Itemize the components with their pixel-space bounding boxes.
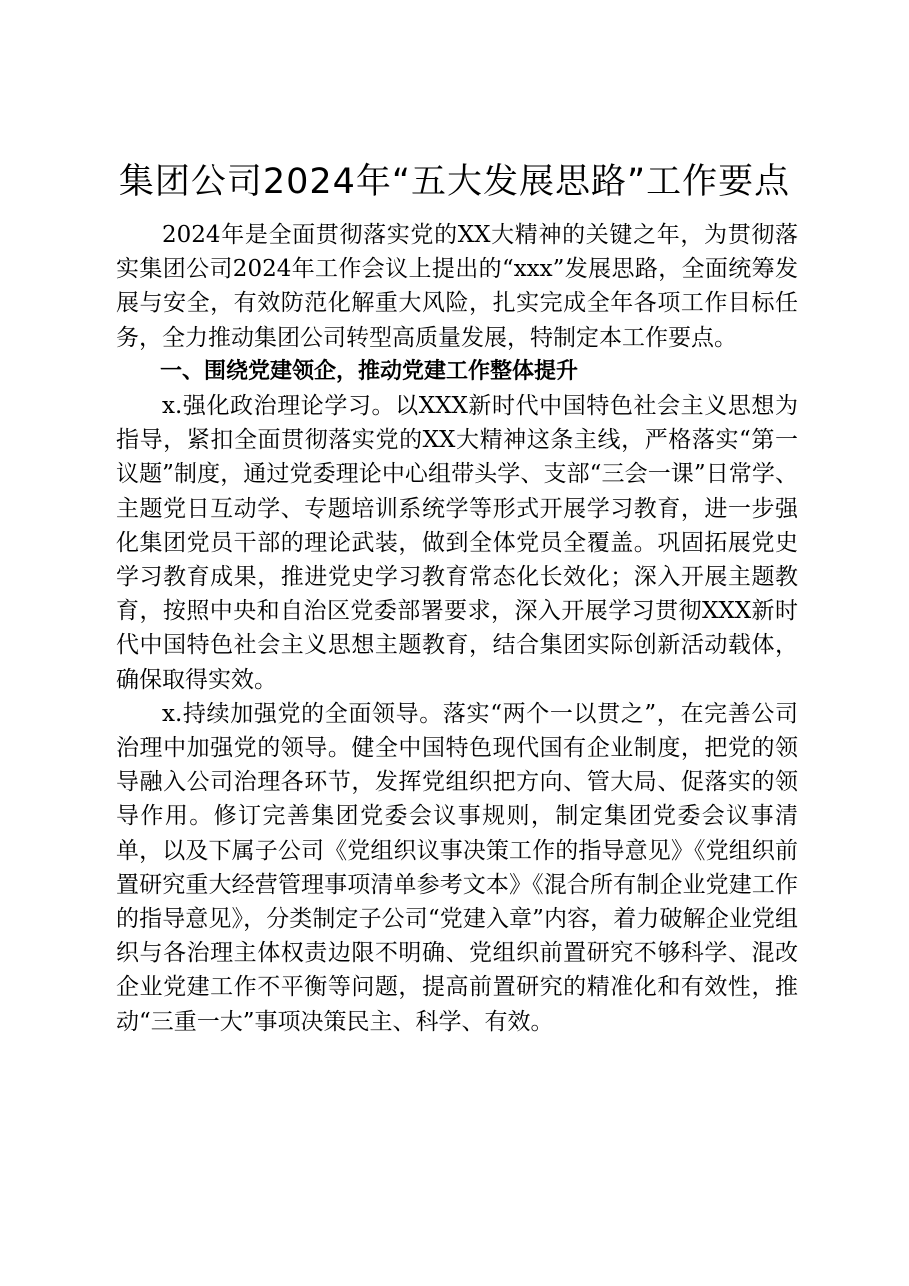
document-body (116, 218, 798, 1039)
section-heading: 一、围绕党建领企，推动党建工作整体提升 (160, 358, 579, 384)
document-title: 集团公司2024年“五大发展思路”工作要点 (118, 162, 791, 202)
body-paragraph-1: x.强化政治理论学习。以XXX新时代中国特色社会主义思想为指导，紧扣全面贯彻落实党的XX大精神这条主线，严格落实“第一议题”制度，通过党委理论中心组带头学、支部“三会一课”日常学、主题党日互动学、专题培训系统学等形式开展学习教育，进一步强化集团党员干部的理论武装，做到全体党员全覆盖。巩固拓展党史学习教育成果，推进党史学习教育常态化长效化；深入开展主题教育，按照中央和自治区党委部署要求，深入开展学习贯彻XXX新时代中国特色社会主义思想主题教育，结合集团实际创新活动载体，确保取得实效。 (116, 393, 798, 693)
body-paragraph-2: x.持续加强党的全面领导。落实“两个一以贯之”，在完善公司治理中加强党的领导。健全中国特色现代国有企业制度，把党的领导融入公司治理各环节，发挥党组织把方向、管大局、促落实的领导作用。修订完善集团党委会议事规则，制定集团党委会议事清单，以及下属子公司《党组织议事决策工作的指导意见》《党组织前置研究重大经营管理事项清单参考文本》《混合所有制企业党建工作的指导意见》，分类制定子公司“党建入章”内容，着力破解企业党组织与各治理主体权责边限不明确、党组织前置研究不够科学、混改企业党建工作不平衡等问题，提高前置研究的精准化和有效性，推动“三重一大”事项决策民主、科学、有效。 (116, 700, 798, 1035)
intro-paragraph: 2024年是全面贯彻落实党的XX大精神的关键之年，为贯彻落实集团公司2024年工作会议上提出的“xxx”发展思路，全面统筹发展与安全，有效防范化解重大风险，扎实完成全年各项工作目标任务，全力推动集团公司转型高质量发展，特制定本工作要点。 (116, 222, 798, 351)
